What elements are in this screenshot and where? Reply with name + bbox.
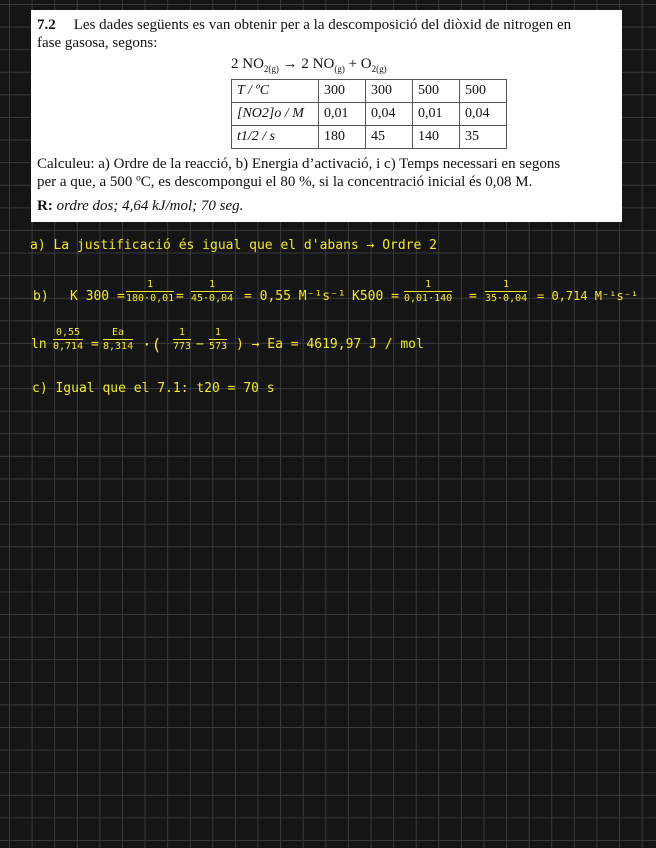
note-fraction <box>126 279 174 304</box>
table-row <box>232 103 507 126</box>
equation-lhs-sub: 2(g) <box>263 64 279 74</box>
table-row-header: t1/2 / s <box>232 126 319 149</box>
note-part-b-label: b) <box>33 289 49 304</box>
note-fraction <box>485 279 527 304</box>
fraction-denominator: 35·0,04 <box>485 293 528 304</box>
problem-card <box>31 10 622 222</box>
table-row-header: [NO2]o / M <box>232 103 319 126</box>
problem-intro-line1: Les dades següents es van obtenir per a la descomposició del diòxid de nitrogen en <box>73 17 572 33</box>
fraction-numerator: 1 <box>191 279 233 292</box>
table-cell: 0,01 <box>413 103 460 126</box>
note-part-a: a) La justificació és igual que el d'abans → Ordre 2 <box>30 238 437 253</box>
fraction-denominator: 180·0,01 <box>126 293 175 304</box>
note-open-paren: ·( <box>142 335 162 354</box>
table-cell: 45 <box>366 126 413 149</box>
fraction-denominator: 0,01·140 <box>404 293 453 304</box>
note-equals: = <box>176 289 184 304</box>
fraction-denominator: 573 <box>209 341 228 352</box>
note-k300-result: = 0,55 M⁻¹s⁻¹ <box>244 289 346 304</box>
note-minus: − <box>196 337 204 352</box>
note-fraction <box>103 327 133 352</box>
fraction-numerator: 1 <box>485 279 527 292</box>
fraction-numerator: 1 <box>173 327 191 340</box>
answer-value: ordre dos; 4,64 kJ/mol; 70 seg. <box>56 198 244 214</box>
note-fraction <box>191 279 233 304</box>
question-line2: per a que, a 500 ºC, es descompongui el 80 %, si la concentració inicial és 0,08 M. <box>37 174 533 190</box>
note-fraction <box>404 279 452 304</box>
table-row <box>232 126 507 149</box>
table-cell: 140 <box>413 126 460 149</box>
note-equals: = <box>91 337 99 352</box>
table-cell: 35 <box>460 126 507 149</box>
data-table <box>231 79 507 149</box>
fraction-numerator: 1 <box>209 327 227 340</box>
table-cell: 0,04 <box>366 103 413 126</box>
problem-intro-line2: fase gasosa, segons: <box>37 35 158 51</box>
table-cell: 500 <box>413 80 460 103</box>
note-ea-result: ) → Ea = 4619,97 J / mol <box>236 337 424 352</box>
fraction-denominator: 0,714 <box>53 341 84 352</box>
equation-lhs: 2 NO <box>231 56 264 72</box>
problem-number: 7.2 <box>37 17 56 33</box>
fraction-denominator: 45·0,04 <box>191 293 234 304</box>
table-row-header: T / ºC <box>232 80 319 103</box>
equation-product1-sub: (g) <box>334 64 345 74</box>
problem-statement <box>37 16 616 52</box>
equation-product2: + O <box>348 56 372 72</box>
table-cell: 180 <box>319 126 366 149</box>
table-row <box>232 80 507 103</box>
equation-arrow: → <box>282 56 298 72</box>
table-cell: 500 <box>460 80 507 103</box>
question-text <box>37 155 616 191</box>
question-line1: Calculeu: a) Ordre de la reacció, b) Energia d’activació, i c) Temps necessari en segons <box>37 156 561 172</box>
equation-product2-sub: 2(g) <box>371 64 387 74</box>
note-k500-result: = 0,714 M⁻¹s⁻¹ <box>537 289 639 303</box>
fraction-numerator: 1 <box>126 279 174 292</box>
note-part-c: c) Igual que el 7.1: t20 = 70 s <box>32 381 275 396</box>
fraction-denominator: 8,314 <box>103 341 134 352</box>
note-fraction <box>53 327 83 352</box>
note-fraction <box>173 327 191 352</box>
note-k300-label: K 300 = <box>70 289 125 304</box>
table-cell: 0,04 <box>460 103 507 126</box>
table-cell: 300 <box>366 80 413 103</box>
fraction-numerator: Ea <box>103 327 133 340</box>
fraction-denominator: 773 <box>173 341 192 352</box>
note-fraction <box>209 327 227 352</box>
table-cell: 300 <box>319 80 366 103</box>
note-k500-label: K500 = <box>352 289 399 304</box>
answer-label: R: <box>37 198 53 214</box>
fraction-numerator: 1 <box>404 279 452 292</box>
fraction-numerator: 0,55 <box>53 327 83 340</box>
answer-text <box>37 197 616 215</box>
table-cell: 0,01 <box>319 103 366 126</box>
note-ln-label: ln <box>31 337 47 352</box>
reaction-equation <box>231 56 616 78</box>
note-equals: = <box>469 289 477 304</box>
equation-product1: 2 NO <box>301 56 335 72</box>
